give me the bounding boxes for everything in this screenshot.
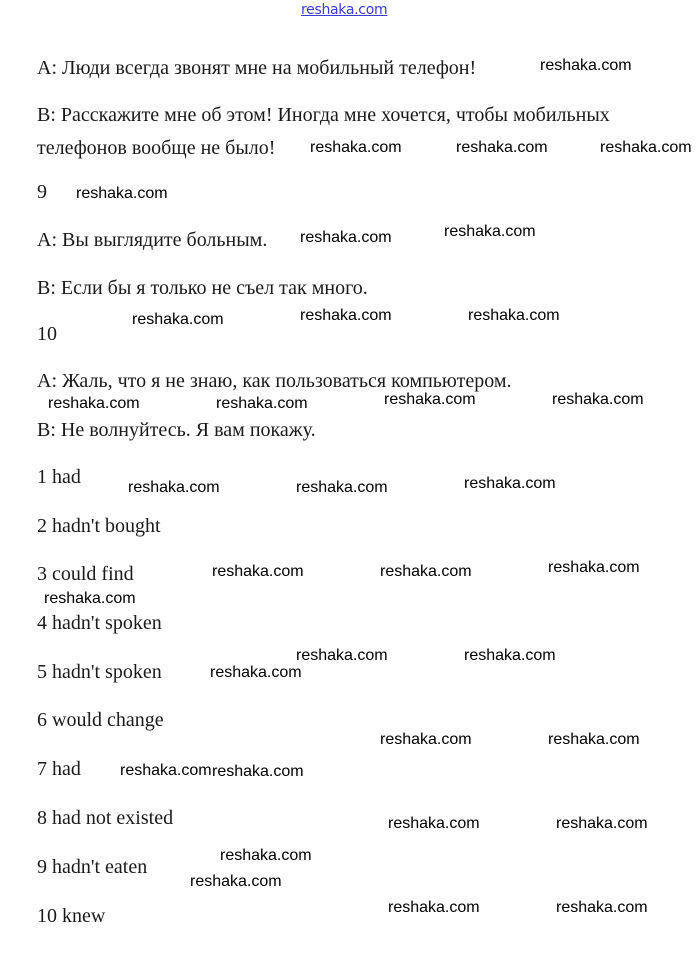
watermark: reshaka.com — [296, 647, 388, 664]
dialogue-line: A: Вы выглядите больным. — [37, 229, 268, 251]
watermark: reshaka.com — [216, 395, 308, 412]
watermark: reshaka.com — [464, 475, 556, 492]
dialogue-line: B: Не волнуйтесь. Я вам покажу. — [37, 419, 316, 441]
watermark: reshaka.com — [552, 391, 644, 408]
answer-item: 8 had not existed — [37, 807, 174, 829]
watermark: reshaka.com — [212, 763, 304, 780]
site-header-link[interactable]: reshaka.com — [301, 2, 388, 18]
watermark: reshaka.com — [464, 647, 556, 664]
exercise-number: 9 — [37, 181, 47, 203]
watermark: reshaka.com — [456, 139, 548, 156]
dialogue-line: B: Если бы я только не съел так много. — [37, 277, 368, 299]
watermark: reshaka.com — [444, 223, 536, 240]
answer-item: 10 knew — [37, 905, 106, 927]
answer-item: 9 hadn't eaten — [37, 856, 148, 878]
watermark: reshaka.com — [388, 899, 480, 916]
watermark: reshaka.com — [556, 899, 648, 916]
watermark: reshaka.com — [220, 847, 312, 864]
watermark: reshaka.com — [556, 815, 648, 832]
answer-item: 2 hadn't bought — [37, 515, 161, 537]
watermark: reshaka.com — [540, 57, 632, 74]
watermark: reshaka.com — [468, 307, 560, 324]
watermark: reshaka.com — [128, 479, 220, 496]
dialogue-line: A: Люди всегда звонят мне на мобильный телефон! — [37, 57, 477, 79]
exercise-number: 10 — [37, 323, 57, 345]
watermark: reshaka.com — [380, 563, 472, 580]
watermark: reshaka.com — [310, 139, 402, 156]
dialogue-line: B: Расскажите мне об этом! Иногда мне хочется, чтобы мобильных — [37, 104, 610, 126]
answer-item: 6 would change — [37, 709, 164, 731]
answer-item: 4 hadn't spoken — [37, 612, 162, 634]
watermark: reshaka.com — [190, 873, 282, 890]
dialogue-line: A: Жаль, что я не знаю, как пользоваться компьютером. — [37, 370, 512, 392]
watermark: reshaka.com — [548, 731, 640, 748]
watermark: reshaka.com — [76, 185, 168, 202]
watermark: reshaka.com — [210, 664, 302, 681]
answer-item: 1 had — [37, 466, 81, 488]
answer-item: 5 hadn't spoken — [37, 661, 162, 683]
watermark: reshaka.com — [48, 395, 140, 412]
watermark: reshaka.com — [44, 590, 136, 607]
answer-item: 3 could find — [37, 563, 134, 585]
dialogue-line: телефонов вообще не было! — [37, 137, 276, 159]
watermark: reshaka.com — [212, 563, 304, 580]
watermark: reshaka.com — [380, 731, 472, 748]
watermark: reshaka.com — [300, 307, 392, 324]
watermark: reshaka.com — [296, 479, 388, 496]
watermark: reshaka.com — [132, 311, 224, 328]
watermark: reshaka.com — [388, 815, 480, 832]
watermark: reshaka.com — [384, 391, 476, 408]
watermark: reshaka.com — [300, 229, 392, 246]
watermark: reshaka.com — [120, 762, 212, 779]
watermark: reshaka.com — [600, 139, 692, 156]
watermark: reshaka.com — [548, 559, 640, 576]
answer-item: 7 had — [37, 758, 81, 780]
